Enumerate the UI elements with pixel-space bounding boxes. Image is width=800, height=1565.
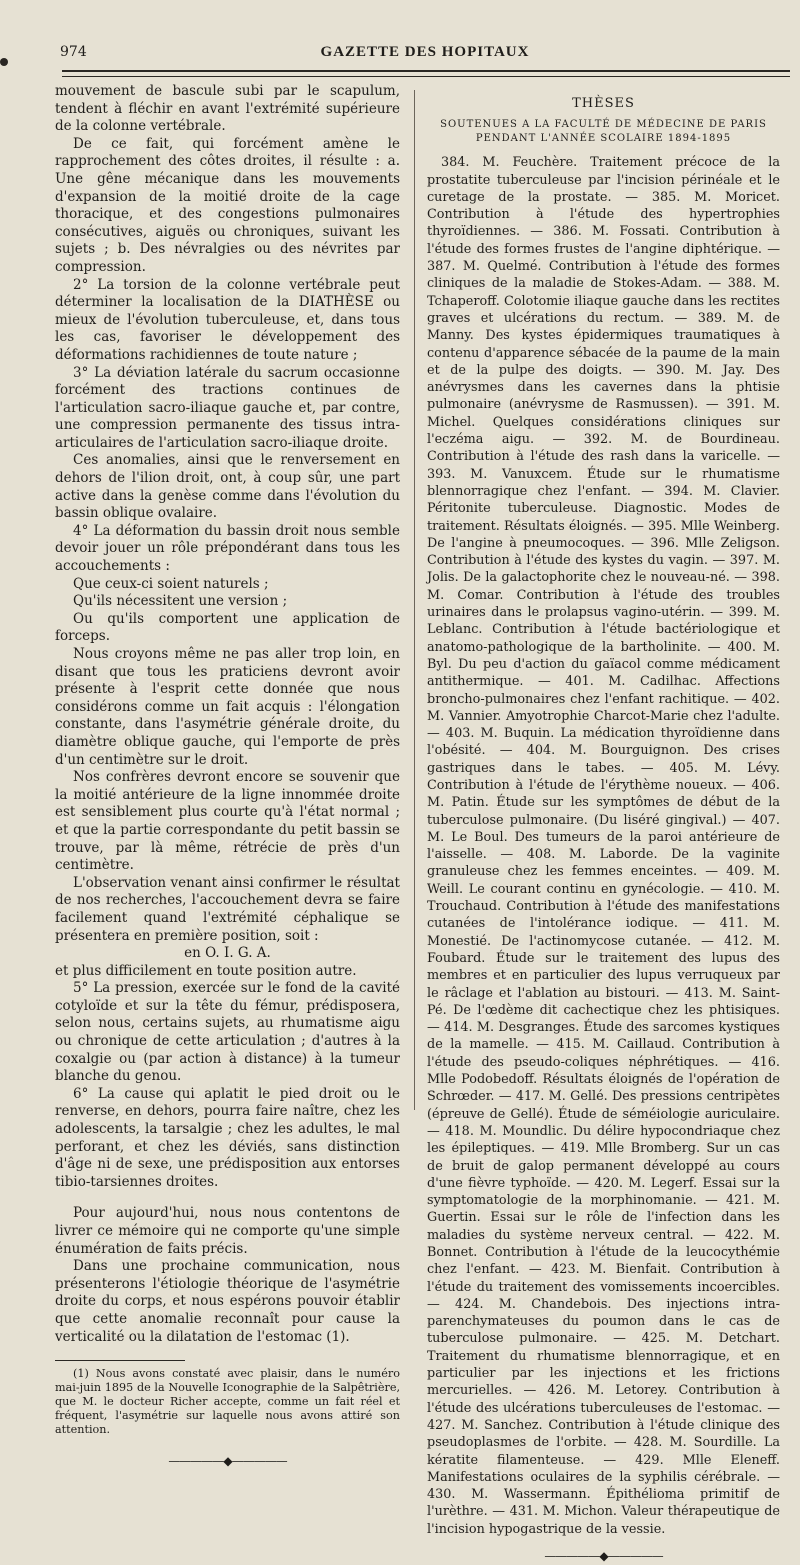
- paragraph: et plus difficilement en toute position autre.: [55, 962, 357, 979]
- paragraph: 3° La déviation latérale du sacrum occasionne forcément des tractions continues de l'articulation sacro-iliaque gauche et, par contre, une compression permanente des tissus intra-articulaires de l'articulation sacro-iliaque droite.: [55, 364, 400, 451]
- header-rule-thick: [62, 70, 790, 72]
- paragraph: 6° La cause qui aplatit le pied droit ou le renverse, en dehors, pourra faire naître, chez les adolescents, la tarsalgie ; chez les adultes, le mal perforant, et chez les déviés, sans distinction d'âge ni de sexe, une prédisposition aux entorses tibio-tarsiennes droites.: [55, 1085, 400, 1190]
- paragraph: Ces anomalies, ainsi que le renversement en dehors de l'ilion droit, ont, à coup sûr, une part active dans la genèse comme dans l'évolution du bassin oblique ovalaire.: [55, 452, 400, 522]
- section-subtitle-line-2: PENDANT L'ANNÉE SCOLAIRE 1894-1895: [475, 133, 732, 145]
- section-title: THÈSES: [572, 96, 635, 111]
- paragraph: L'observation venant ainsi confirmer le résultat de nos recherches, l'accouchement devra se faire facilement quand l'extrémité céphalique se présentera en première position, soit :: [55, 874, 400, 944]
- section-subtitle: [427, 118, 780, 146]
- footnote: (1) Nous avons constaté avec plaisir, dans le numéro mai-juin 1895 de la Nouvelle Iconographie de la Salpêtrière, que M. le docteur Richer accepte, comme un fait réel et fréquent, l'asymétrie sur laquelle nous avons attiré son attention.: [55, 1367, 400, 1437]
- journal-title: GAZETTE DES HOPITAUX: [320, 44, 530, 60]
- paragraph: Qu'ils nécessitent une version ;: [73, 593, 288, 610]
- page-header: [60, 42, 790, 66]
- left-column: [55, 83, 400, 1471]
- paragraph: Dans une prochaine communication, nous présenterons l'étiologie théorique de l'asymétrie droite du corps, et nous espérons pouvoir établir que cette anomalie reconnaît pour cause la verticalité ou la dilatation de l'estomac (1).: [55, 1258, 400, 1345]
- paragraph: Nous croyons même ne pas aller trop loin, en disant que tous les praticiens devront avoir présente à l'esprit cette donnée que nous considérons comme un fait acquis : l'élongation constante, dans l'asymétrie générale droite, du diamètre oblique gauche, qui l'emporte de près d'un centimètre sur le droit.: [55, 646, 400, 768]
- paragraph: 5° La pression, exercée sur le fond de la cavité cotyloïde et sur la tête du fémur, prédisposera, selon nous, certains sujets, au rhumatisme aigu ou chronique de cette articulation ; d'autres à la coxalgie ou (par action à distance) à la tumeur blanche du genou.: [55, 980, 400, 1085]
- page-number: 974: [60, 44, 87, 60]
- paragraph: De ce fait, qui forcément amène le rapprochement des côtes droites, il résulte : a. Une gêne mécanique dans les mouvements d'expansion de la moitié droite de la cage thoracique, et des congestions pulmonaires consécutives, aiguës ou chroniques, suivant les sujets ; b. Des névralgies ou des névrites par compression.: [55, 135, 400, 275]
- paragraph: Pour aujourd'hui, nous nous contentons de livrer ce mémoire qui ne comporte qu'une simple énumération de faits précis.: [55, 1205, 400, 1257]
- column-separator: [414, 90, 415, 1110]
- margin-punch-hole: [0, 58, 8, 66]
- paragraph: Que ceux-ci soient naturels ;: [73, 575, 269, 592]
- paragraph: 2° La torsion de la colonne vertébrale peut déterminer la localisation de la DIATHÈSE ou mieux de l'évolution tuberculeuse, et, dans tous les cas, favoriser le développement des déformations rachidiennes de toute nature ;: [55, 276, 400, 363]
- right-column: [427, 83, 780, 1565]
- footnote-rule: [55, 1360, 185, 1361]
- paragraph: mouvement de bascule subi par le scapulum, tendent à fléchir en avant l'extrémité supérieure de la colonne vertébrale.: [55, 83, 400, 135]
- section-subtitle-line-1: SOUTENUES A LA FACULTÉ DE MÉDECINE DE PARIS: [440, 119, 767, 131]
- presentation-formula: en O. I. G. A.: [184, 945, 271, 962]
- header-rule-thin: [62, 76, 790, 77]
- end-ornament: —————◆—————: [168, 1454, 287, 1469]
- theses-list: 384. M. Feuchère. Traitement précoce de la prostatite tuberculeuse par l'incision périnéale et le curetage de la prostate. — 385. M. Moricet. Contribution à l'étude des hypertrophies thyroïdiennes. — 386. M. Fossati. Contribution à l'étude des formes frustes de l'angine diphtérique. — 387. M. Quelmé. Contribution à l'étude des formes cliniques de la maladie de Stokes-Adam. — 388. M. Tchaperoff. Colotomie iliaque gauche dans les rectites graves et ulcérations du rectum. — 389. M. de Manny. Des kystes épidermiques traumatiques à contenu d'apparence sébacée de la paume de la main et de la pulpe des doigts. — 390. M. Jay. Des anévrysmes dans les cavernes dans la phtisie pulmonaire (anévrysme de Rasmussen). — 391. M. Michel. Quelques considérations cliniques sur l'eczéma aigu. — 392. M. de Bourdineau. Contribution à l'étude des rash dans la varicelle. — 393. M. Vanuxcem. Étude sur le rhumatisme blennorragique chez l'enfant. — 394. M. Clavier. Péritonite tuberculeuse. Diagnostic. Modes de traitement. Résultats éloignés. — 395. Mlle Weinberg. De l'angine à pneumocoques. — 396. Mlle Zeligson. Contribution à l'étude des kystes du vagin. — 397. M. Jolis. De la galactophorite chez le nouveau-né. — 398. M. Comar. Contribution à l'étude des troubles urinaires dans le prolapsus vagino-utérin. — 399. M. Leblanc. Contribution à l'étude bactériologique et anatomo-pathologique de la bartholinite. — 400. M. Byl. Du peu d'action du gaïacol comme médicament antithermique. — 401. M. Cadilhac. Affections broncho-pulmonaires chez l'enfant rachitique. — 402. M. Vannier. Amyotrophie Charcot-Marie chez l'adulte. — 403. M. Buquin. La médication thyroïdienne dans l'obésité. — 404. M. Bourguignon. Des crises gastriques dans le tabes. — 405. M. Lévy. Contribution à l'étude de l'érythème noueux. — 406. M. Patin. Étude sur les symptômes de début de la tuberculose pulmonaire. (Du liséré gingival.) — 407. M. Le Boul. Des tumeurs de la paroi antérieure de l'aisselle. — 408. M. Laborde. De la vaginite granuleuse chez les femmes enceintes. — 409. M. Weill. Le courant continu en gynécologie. — 410. M. Trouchaud. Contribution à l'étude des manifestations cutanées de l'intolérance iodique. — 411. M. Monestié. De l'actinomycose cutanée. — 412. M. Foubard. Étude sur le traitement des lupus des membres et en particulier des lupus verruqueux par le râclage et l'ablation au bistouri. — 413. M. Saint-Pé. De l'œdème dit cachectique chez les phtisiques. — 414. M. Desgranges. Étude des sarcomes kystiques de la mamelle. — 415. M. Caillaud. Contribution à l'étude des pseudo-coliques néphrétiques. — 416. Mlle Podobedoff. Résultats éloignés de l'opération de Schrœder. — 417. M. Gellé. Des pressions centripètes (épreuve de Gellé). Étude de séméiologie auriculaire. — 418. M. Moundlic. Du délire hypocondriaque chez les épileptiques. — 419. Mlle Bromberg. Sur un cas de bruit de galop permanent développé au cours d'une fièvre typhoïde. — 420. M. Legerf. Essai sur la symptomatologie de la morphinomanie. — 421. M. Guertin. Essai sur le rôle de l'infection dans les maladies du système nerveux central. — 422. M. Bonnet. Contribution à l'étude de la leucocythémie chez l'enfant. — 423. M. Bienfait. Contribution à l'étude du traitement des vomissements incoercibles. — 424. M. Chandebois. Des injections intra-parenchymateuses du poumon dans le cas de tuberculose pulmonaire. — 425. M. Detchart. Traitement du rhumatisme blennorragique, et en particulier par les injections et les frictions mercurielles. — 426. M. Letorey. Contribution à l'étude des ulcérations tuberculeuses de l'estomac. — 427. M. Sanchez. Contribution à l'étude clinique des pseudoplasmes de l'orbite. — 428. M. Sourdille. La kératite filamenteuse. — 429. Mlle Eleneff. Manifestations oculaires de la syphilis cérébrale. — 430. M. Wassermann. Épithélioma primitif de l'urèthre. — 431. M. Michon. Valeur thérapeutique de l'incision hypogastrique de la vessie.: [427, 155, 780, 1537]
- paragraph: 4° La déformation du bassin droit nous semble devoir jouer un rôle prépondérant dans tous les accouchements :: [55, 522, 400, 575]
- paragraph: Ou qu'ils comportent une application de forceps.: [55, 610, 400, 645]
- paragraph: Nos confrères devront encore se souvenir que la moitié antérieure de la ligne innommée droite est sensiblement plus courte qu'à l'état normal ; et que la partie correspondante du petit bassin se trouve, par là même, rétrécie de près d'un centimètre.: [55, 769, 400, 874]
- end-ornament: —————◆—————: [544, 1549, 663, 1564]
